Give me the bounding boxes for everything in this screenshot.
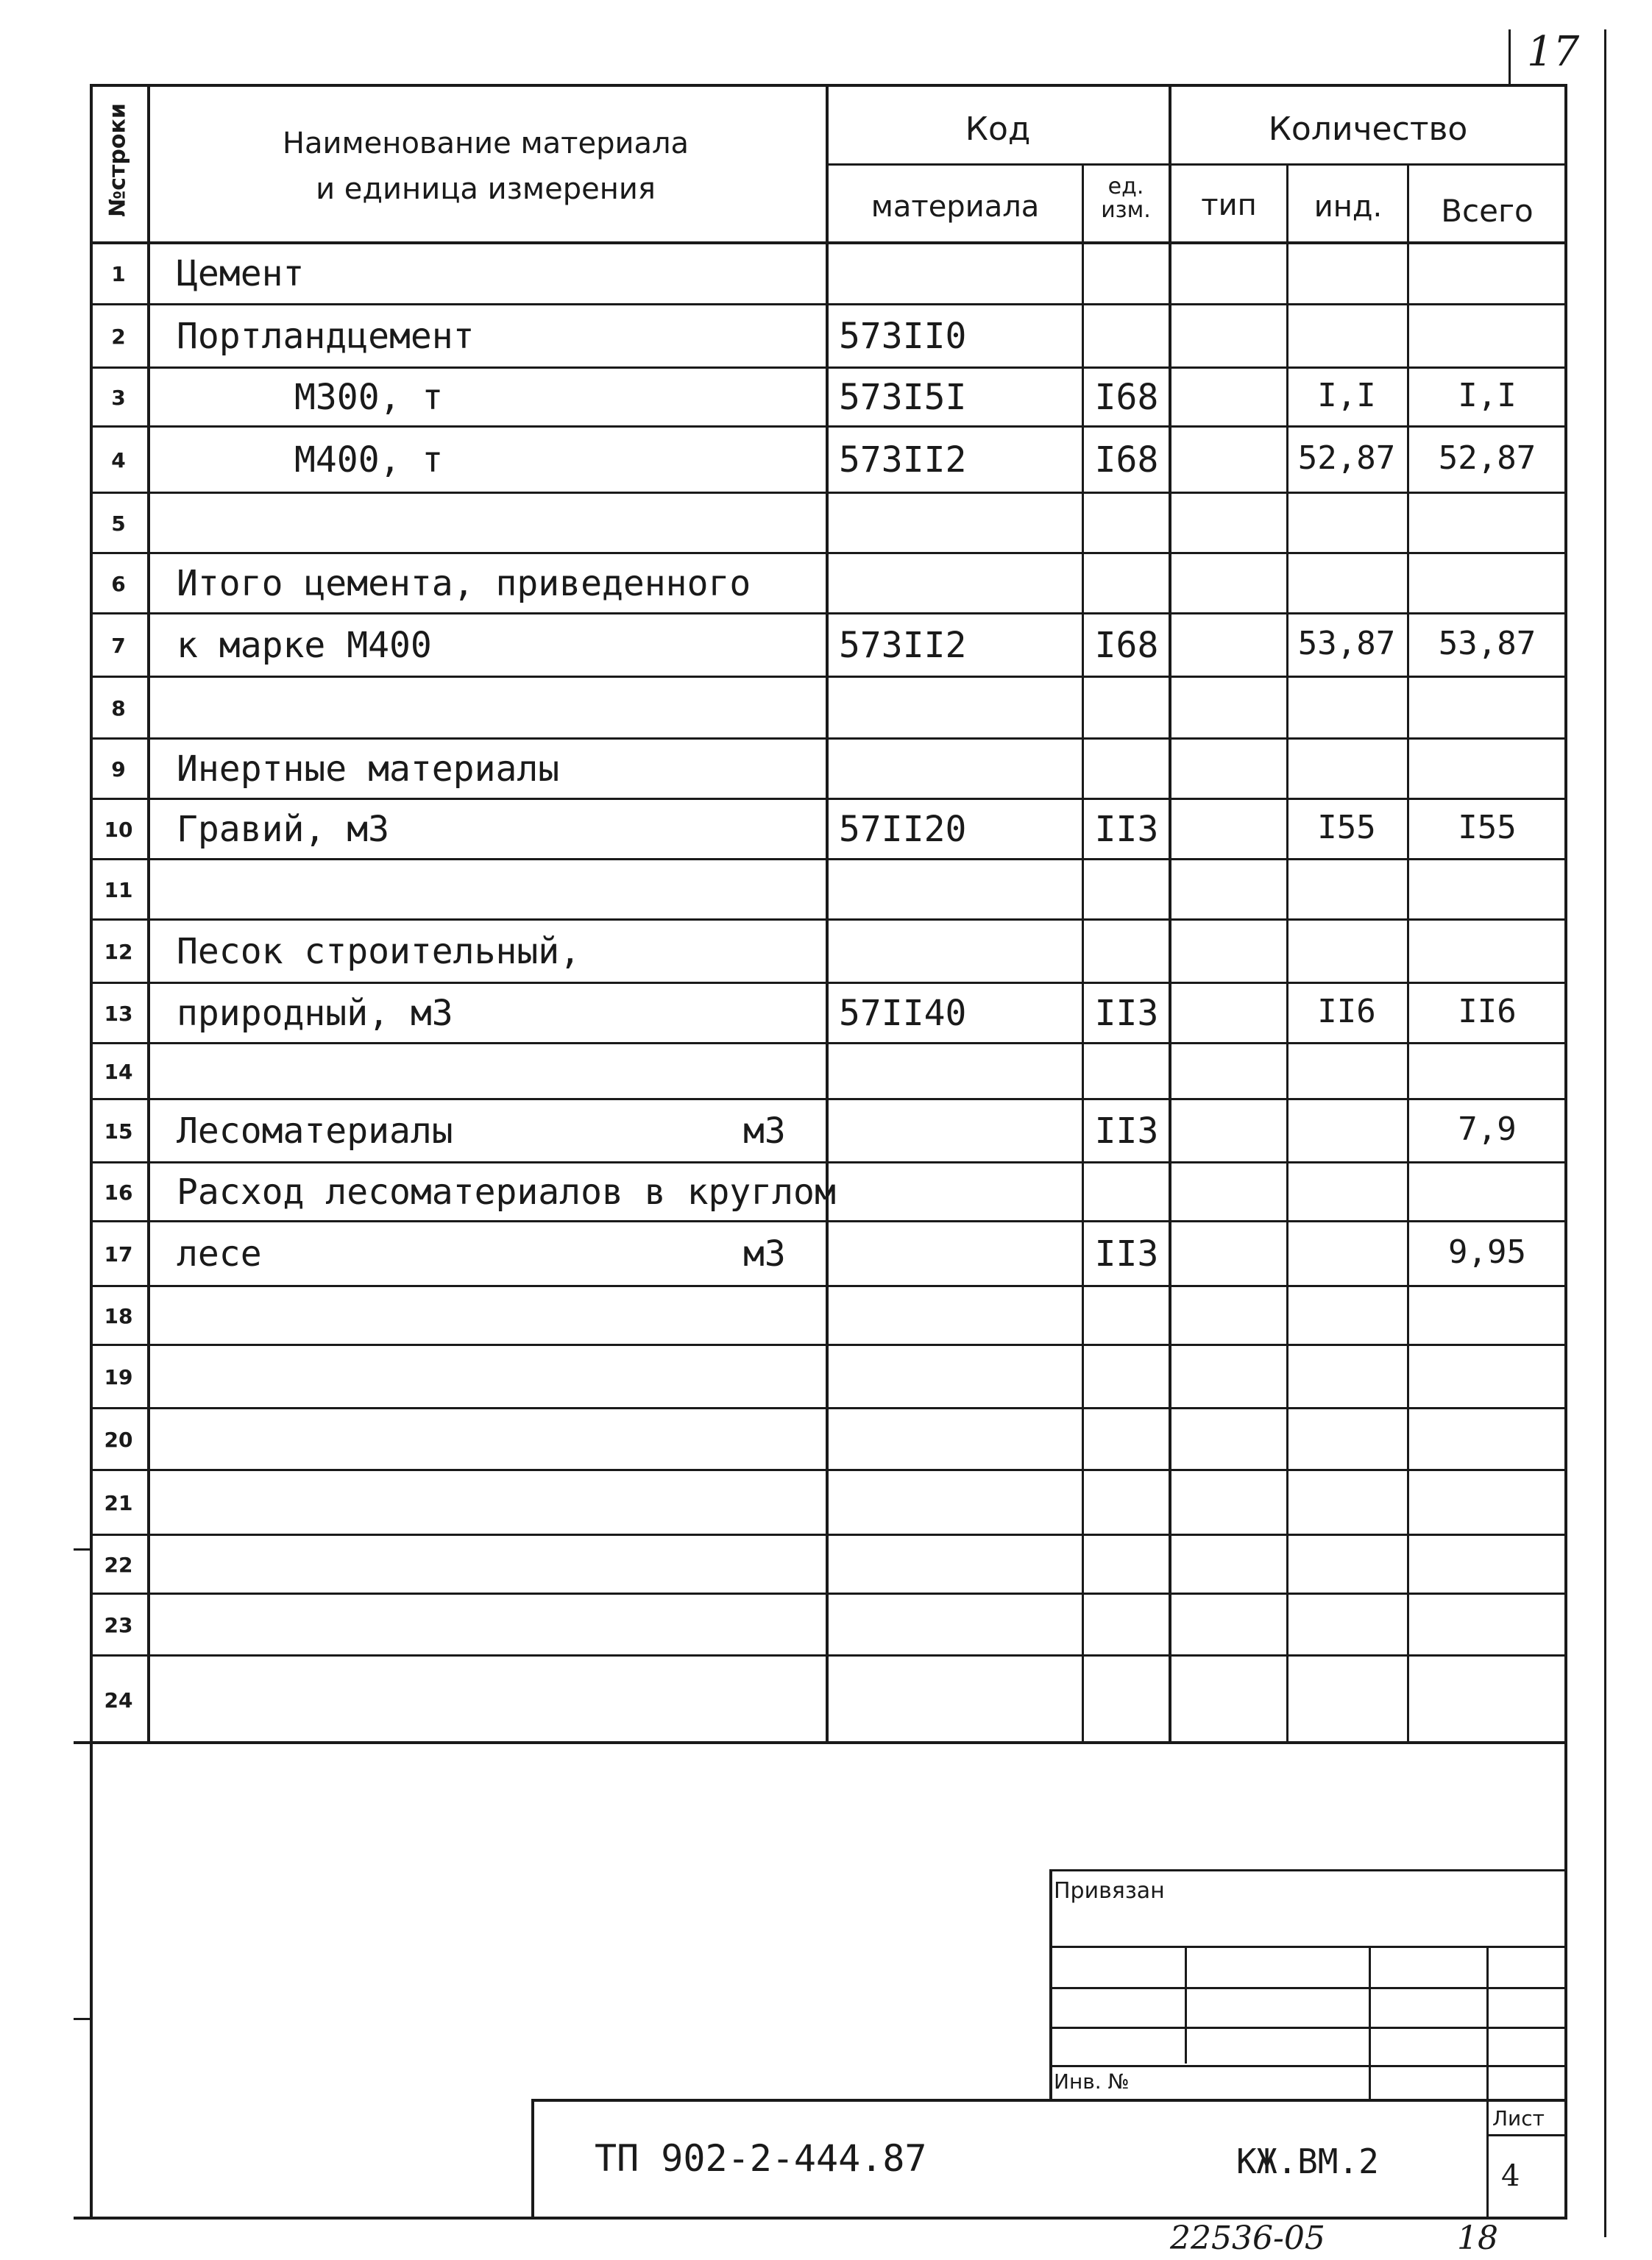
- material-name: Инертные материалы: [177, 748, 560, 790]
- material-name: М300, т: [294, 377, 444, 418]
- row-number: 11: [104, 878, 133, 902]
- row-number: 18: [104, 1304, 133, 1328]
- qty-total: 9,95: [1448, 1233, 1526, 1271]
- row-number: 7: [111, 634, 126, 658]
- row-number: 19: [104, 1365, 133, 1389]
- unit-code: II3: [1094, 809, 1159, 850]
- inv-no-label: Инв. №: [1054, 2069, 1130, 2094]
- material-name: лесе: [177, 1233, 262, 1275]
- code-header: Код: [965, 110, 1031, 148]
- sheet-label: Лист: [1492, 2106, 1545, 2130]
- material-name: Лесоматериалы: [177, 1110, 453, 1152]
- unit-code: II3: [1094, 993, 1159, 1034]
- material-name: Песок строительный,: [177, 931, 581, 972]
- row-number: 5: [111, 511, 126, 536]
- row-number: 24: [104, 1688, 133, 1712]
- row-number: 10: [104, 818, 133, 842]
- qty-ind-header: инд.: [1314, 190, 1383, 224]
- qty-type-header: тип: [1201, 188, 1257, 222]
- qty-total: 7,9: [1458, 1110, 1517, 1148]
- privyazan-label: Привязан: [1054, 1878, 1165, 1904]
- row-number: 12: [104, 940, 133, 964]
- row-number: 6: [111, 572, 126, 596]
- row-number: 16: [104, 1180, 133, 1205]
- qty-total: II6: [1458, 993, 1517, 1030]
- material-code: 57II40: [839, 993, 967, 1034]
- row-number: 13: [104, 1002, 133, 1026]
- row-number: 23: [104, 1613, 133, 1637]
- material-name: М400, т: [294, 439, 444, 481]
- row-number: 3: [111, 386, 126, 410]
- qty-ind: I,I: [1317, 377, 1376, 414]
- code-material-header: материала: [871, 190, 1040, 224]
- qty-ind: II6: [1317, 993, 1376, 1030]
- material-name: Портландцемент: [177, 316, 475, 357]
- material-name-header-line1: Наименование материала: [282, 127, 689, 160]
- unit-code: II3: [1094, 1233, 1159, 1275]
- unit-code: I68: [1094, 377, 1159, 418]
- row-number: 22: [104, 1553, 133, 1577]
- row-number: 14: [104, 1060, 133, 1084]
- qty-ind: 53,87: [1297, 625, 1396, 662]
- qty-total: 52,87: [1438, 439, 1536, 477]
- quantity-header: Количество: [1268, 110, 1468, 148]
- unit-code: II3: [1094, 1110, 1159, 1152]
- material-unit-inline: м3: [743, 1110, 786, 1152]
- qty-total-header: Всего: [1441, 193, 1534, 229]
- footer-page: 18: [1457, 2220, 1498, 2257]
- unit-code: I68: [1094, 439, 1159, 481]
- qty-total: I,I: [1458, 377, 1517, 414]
- material-code: 573II0: [839, 316, 967, 357]
- material-name: к марке М400: [177, 625, 432, 666]
- row-number: 17: [104, 1242, 133, 1267]
- row-number: 4: [111, 448, 126, 472]
- material-name: Итого цемента, приведенного: [177, 563, 751, 604]
- row-number: 20: [104, 1428, 133, 1452]
- row-number: 2: [111, 325, 126, 349]
- material-name: Гравий, м3: [177, 809, 389, 850]
- material-unit-inline: м3: [743, 1233, 786, 1275]
- qty-total: 53,87: [1438, 625, 1536, 662]
- qty-ind: 52,87: [1297, 439, 1396, 477]
- material-name: Цемент: [177, 253, 305, 294]
- unit-header: ед. изм.: [1101, 174, 1151, 223]
- row-number: 9: [111, 757, 126, 782]
- qty-total: I55: [1458, 809, 1517, 846]
- material-code: 573I5I: [839, 377, 967, 418]
- material-name-header-line2: и единица измерения: [316, 172, 656, 206]
- material-name: природный, м3: [177, 993, 453, 1034]
- row-number: 15: [104, 1119, 133, 1144]
- row-number: 1: [111, 262, 126, 286]
- row-number-header: №строки: [104, 103, 131, 217]
- qty-ind: I55: [1317, 809, 1376, 846]
- row-number: 21: [104, 1491, 133, 1515]
- doc-code: КЖ.ВМ.2: [1236, 2142, 1379, 2181]
- material-code: 573II2: [839, 625, 967, 666]
- project-number: ТП 902-2-444.87: [595, 2137, 927, 2180]
- page-number: 17: [1527, 28, 1580, 76]
- row-number: 8: [111, 696, 126, 720]
- unit-code: I68: [1094, 625, 1159, 666]
- sheet-value: 4: [1501, 2159, 1520, 2193]
- material-code: 57II20: [839, 809, 967, 850]
- footer-number: 22536-05: [1170, 2220, 1325, 2257]
- material-code: 573II2: [839, 439, 967, 481]
- material-name: Расход лесоматериалов в круглом: [177, 1172, 836, 1213]
